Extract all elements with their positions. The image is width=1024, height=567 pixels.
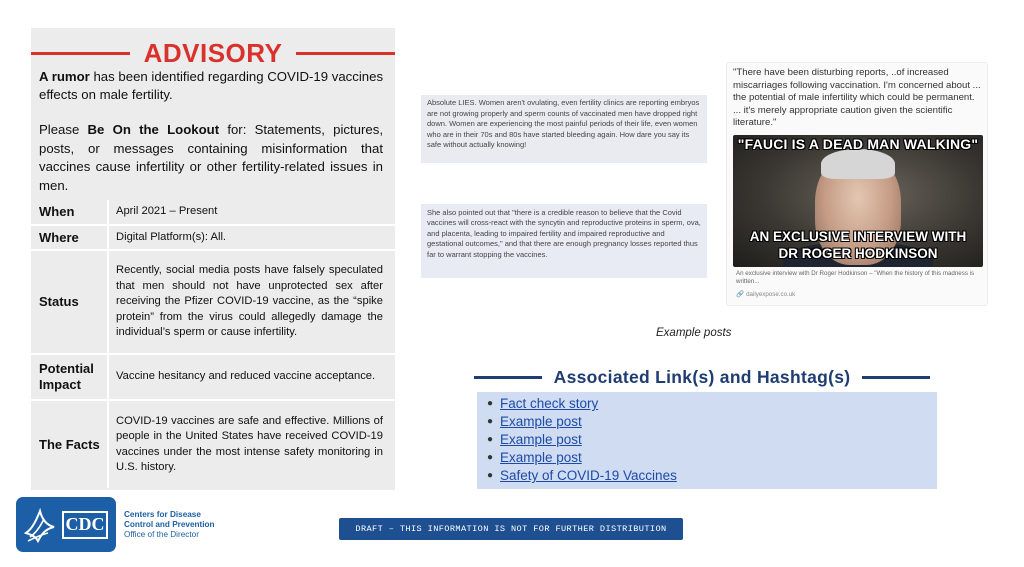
lookout-pre: Please — [39, 122, 88, 137]
bullet-icon: ● — [487, 470, 494, 481]
lookout-paragraph — [39, 121, 383, 195]
link-text: Safety of COVID-19 Vaccines — [500, 468, 677, 483]
table-row-when — [31, 200, 395, 226]
org-line-2: Control and Prevention — [124, 519, 215, 529]
link-text: Example post — [500, 414, 582, 429]
cdc-logo — [16, 497, 116, 552]
advisory-title: ADVISORY — [143, 37, 283, 68]
thumbnail-subhead-line1: AN EXCLUSIVE INTERVIEW WITH — [749, 229, 967, 244]
header-rule-right — [296, 52, 395, 55]
table-row-facts — [31, 401, 395, 488]
when-label: When — [31, 200, 109, 224]
bullet-icon: ● — [487, 416, 494, 427]
bullet-icon: ● — [487, 452, 494, 463]
advisory-panel — [31, 28, 395, 490]
link-text: Fact check story — [500, 396, 599, 411]
when-value: April 2021 – Present — [116, 205, 218, 218]
link-example-post-2[interactable] — [487, 431, 937, 449]
rumor-intro-text: has been identified regarding COVID-19 vaccines effects on male fertility. — [39, 69, 384, 102]
org-line-3: Office of the Director — [124, 529, 199, 539]
thumbnail-headline: "FAUCI IS A DEAD MAN WALKING" — [737, 136, 979, 152]
header-rule-left — [31, 52, 130, 55]
advisory-table — [31, 200, 395, 488]
lookout-text: for: Statements, pictures, posts, or messages containing misinformation that vaccines cause infertility or other fertility-related issues in men. — [39, 122, 383, 193]
cdc-org-name — [124, 510, 215, 539]
table-row-where — [31, 226, 395, 251]
table-row-impact — [31, 355, 395, 401]
thumbnail-subhead — [733, 228, 983, 262]
impact-label: Potential Impact — [31, 355, 109, 399]
links-header — [474, 364, 930, 390]
post-quote: "There have been disturbing reports, ..of increased miscarriages following vaccination. I'm concerned about ... the potential of male infertility which could be permanent. ... it's merely appropriate caution given the scientific literature." — [733, 67, 981, 129]
example-posts-label: Example posts — [656, 327, 732, 339]
thumbnail-subhead-line2: DR ROGER HODKINSON — [778, 246, 938, 261]
table-row-status — [31, 251, 395, 355]
rumor-intro — [39, 68, 387, 104]
facts-value: COVID-19 vaccines are safe and effective. Millions of people in the United States have received COVID-19 vaccines under the most intense safety monitoring in U.S. history. — [116, 414, 383, 473]
hhs-eagle-icon — [22, 503, 58, 547]
link-icon: 🔗 — [736, 291, 745, 298]
link-text: Example post — [500, 450, 582, 465]
link-example-post-1[interactable] — [487, 413, 937, 431]
post-source[interactable] — [736, 290, 795, 298]
link-fact-check[interactable] — [487, 395, 937, 413]
where-label: Where — [31, 226, 109, 249]
rumor-intro-bold: A rumor — [39, 69, 90, 84]
links-rule-right — [862, 376, 930, 379]
facts-label: The Facts — [31, 401, 109, 488]
where-value: Digital Platform(s): All. — [116, 230, 227, 243]
example-post-2: She also pointed out that "there is a credible reason to believe that the Covid vaccines will cross-react with the syncytin and reproductive proteins in sperm, ova, and placenta, leading to impaired fertility and impaired reproductive and gestational outcomes," and that there are enough pregnancy losses reported thus far to warrant stopping the vaccines. — [421, 204, 707, 278]
link-text: Example post — [500, 432, 582, 447]
org-line-1: Centers for Disease — [124, 510, 201, 519]
links-box — [477, 392, 937, 489]
links-title: Associated Link(s) and Hashtag(s) — [553, 366, 851, 387]
status-value: Recently, social media posts have falsely speculated that men should not have unprotected sex after receiving the Pfizer COVID-19 vaccine, as the “spike protein” from the virus could allegedly damage the individual’s sperm or cause infertility. — [116, 264, 383, 339]
link-vaccine-safety[interactable] — [487, 467, 937, 485]
links-rule-left — [474, 376, 542, 379]
thumbnail-hair — [821, 149, 895, 179]
bullet-icon: ● — [487, 434, 494, 445]
post-source-text: dailyexpose.co.uk — [746, 290, 796, 298]
cdc-wordmark: CDC — [62, 511, 108, 539]
link-example-post-3[interactable] — [487, 449, 937, 467]
example-post-1: Absolute LIES. Women aren't ovulating, even fertility clinics are reporting embryos are not growing properly and sperm counts of vaccinated men have dropped right down. Women are experiencing the most painful periods of their life, even women who are in their 70s and 80s have started bleeding again. How dare you say its safe without actually knowing! — [421, 95, 707, 163]
draft-badge: DRAFT – THIS INFORMATION IS NOT FOR FURTHER DISTRIBUTION — [339, 518, 683, 540]
example-post-3 — [726, 62, 988, 306]
post-caption: An exclusive interview with Dr Roger Hodkinson – "When the history of this madness is written... — [736, 270, 975, 286]
lookout-bold: Be On the Lookout — [87, 122, 220, 137]
status-label: Status — [31, 251, 109, 353]
advisory-header — [31, 36, 395, 70]
video-thumbnail[interactable] — [733, 135, 983, 267]
bullet-icon: ● — [487, 398, 494, 409]
links-list — [487, 395, 937, 485]
impact-value: Vaccine hesitancy and reduced vaccine acceptance. — [116, 370, 376, 383]
